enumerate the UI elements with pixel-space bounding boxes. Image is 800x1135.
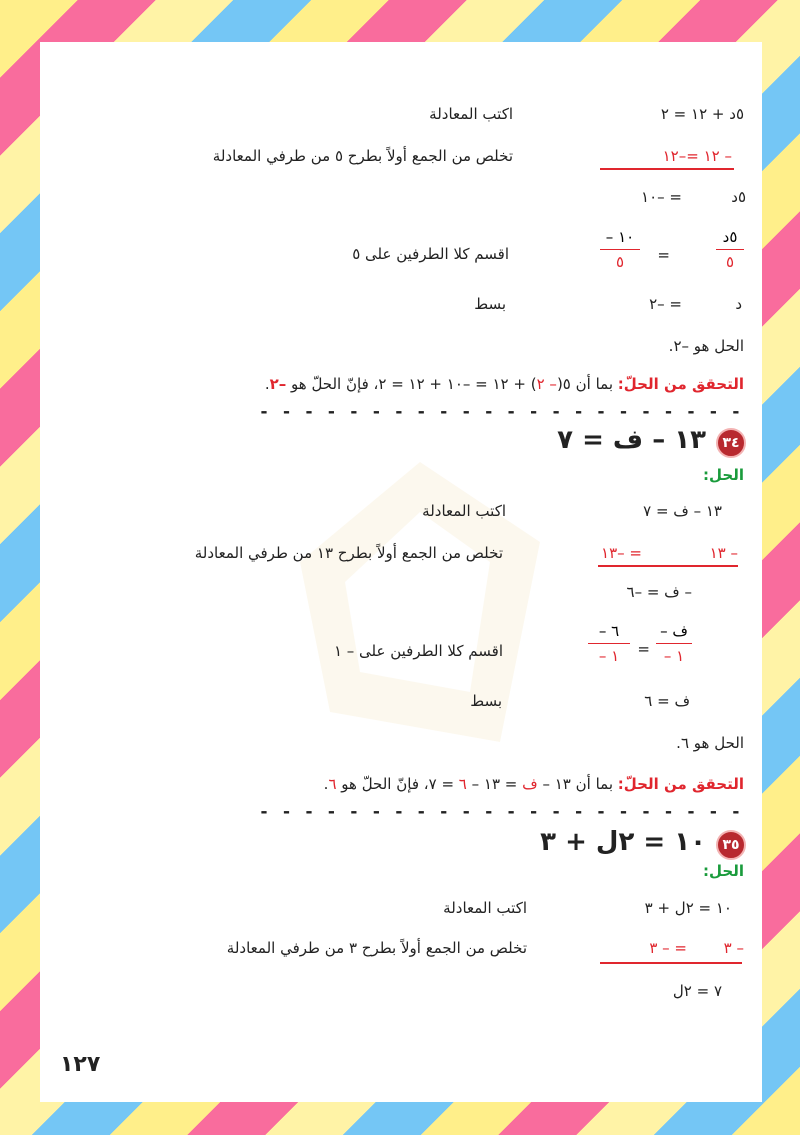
fraction-numerator: – ١٠ [605,228,635,246]
book-watermark [290,452,550,752]
question-number-badge: ٣٤ [716,428,746,458]
check-text: ) + ١٢ = –١٠ + ١٢ = ٢، فإنّ الحلّ هو [286,375,537,393]
eq-line-2-right: = –١٣ [601,544,642,562]
step-note-4: اقسم كلا الطرفين على – ١ [333,642,503,660]
step-note-2: تخلص من الجمع أولاً بطرح ٣ من طرفي المعادلة [226,939,527,957]
red-underline [600,962,742,964]
eq-line-2-left: – ١٣ [709,544,738,562]
question-equation: ١٠ = ٢ل + ٣ [540,827,706,857]
check-text: = ٧، فإنّ الحلّ هو [336,775,459,793]
eq-line-3: – ف = –٦ [626,583,692,601]
eq-line-1: ١٠ = ٢ل + ٣ [644,899,732,917]
eq-line-3: ٧ = ٢ل [672,982,722,1000]
red-underline [600,168,734,170]
check-text: . [323,775,329,793]
eq-line-5-right: = –٢ [649,295,682,313]
step-note-4: اقسم كلا الطرفين على ٥ [352,245,509,263]
red-underline [598,565,738,567]
check-text: بما أن ٥( [556,375,618,393]
fraction-right [600,228,640,271]
fraction-bar [588,643,630,644]
check-text: . [264,375,270,393]
step-note-1: اكتب المعادلة [443,899,527,917]
check-line [324,775,744,793]
fraction-right [588,622,630,665]
check-text: بما أن ١٣ – [537,775,618,793]
fraction-left [716,228,744,271]
eq-line-2-left: – ٣ [723,939,744,957]
check-label: التحقق من الحلّ: [617,375,744,393]
divider: - - - - - - - - - - - - - - - - - - - - - - [258,802,742,822]
step-note-2: تخلص من الجمع أولاً بطرح ١٣ من طرفي المعادلة [194,544,503,562]
equals-sign: = [637,640,650,658]
eq-line-2: – ١٢ =–١٢ [662,147,732,165]
fraction-bar [600,249,640,250]
eq-line-3-right: = –١٠ [641,188,682,206]
fraction-bar [716,249,744,250]
step-note-5: بسط [474,295,506,313]
eq-line-1: ١٣ – ف = ٧ [643,502,722,520]
page-sheet [40,42,762,1102]
step-note-1: اكتب المعادلة [429,105,513,123]
page-number: ١٢٧ [60,1052,101,1077]
check-highlight: ٦ [328,775,337,793]
eq-line-2-right: = – ٣ [649,939,687,957]
fraction-left [656,622,692,665]
equals-sign: = [657,246,670,264]
step-note-5: بسط [470,692,502,710]
eq-line-1: ٥د + ١٢ = ٢ [660,105,744,123]
check-text: = ١٣ – [466,775,523,793]
step-note-1: اكتب المعادلة [422,502,506,520]
check-highlight: ٦ [458,775,467,793]
check-line [265,375,744,393]
solution-label: الحل: [703,862,744,880]
eq-line-3-left: ٥د [731,188,746,206]
step-note-2: تخلص من الجمع أولاً بطرح ٥ من طرفي المعادلة [212,147,513,165]
check-highlight: ف [522,775,538,793]
divider: - - - - - - - - - - - - - - - - - - - - - - [258,402,742,422]
fraction-numerator: – ٦ [598,622,620,640]
fraction-numerator: – ف [660,622,688,640]
solution-label: الحل: [703,466,744,484]
fraction-denominator: – ١ [598,647,620,665]
eq-line-5: ف = ٦ [644,692,690,710]
fraction-bar [656,643,692,644]
eq-line-5-left: د [735,295,742,313]
fraction-numerator: ٥د [722,228,738,246]
check-highlight: –٢ [269,375,287,393]
fraction-denominator: ٥ [615,253,625,271]
solution-text: الحل هو –٢. [668,337,744,355]
question-number-badge: ٣٥ [716,830,746,860]
check-highlight: – ٢ [536,375,557,393]
question-equation: ١٣ – ف = ٧ [557,425,706,455]
solution-text: الحل هو ٦. [676,734,744,752]
check-label: التحقق من الحلّ: [617,775,744,793]
fraction-denominator: ٥ [725,253,735,271]
fraction-denominator: – ١ [663,647,685,665]
